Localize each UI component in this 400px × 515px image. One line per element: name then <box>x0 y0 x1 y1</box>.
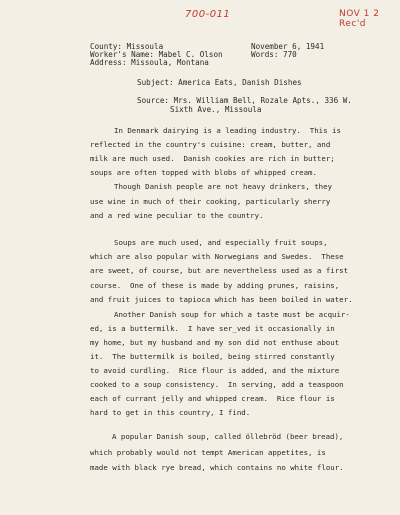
body-line: which are also popular with Norwegians and Swedes. These <box>90 252 344 261</box>
body-line: use wine in much of their cooking, particularly sherry <box>90 197 331 206</box>
body-line: Another Danish soup for which a taste must be acquir- <box>114 310 350 319</box>
body-line: which probably would not tempt American appetites, is <box>90 448 326 457</box>
body-line: reflected in the country's cuisine: cream, butter, and <box>90 140 331 149</box>
body-line: course. One of these is made by adding prunes, raisins, <box>90 281 340 290</box>
body-line: In Denmark dairying is a leading industry. This is <box>114 126 341 135</box>
body-line: my home, but my husband and my son did not enthuse about <box>90 338 340 347</box>
body-line: and a red wine peculiar to the country. <box>90 211 264 220</box>
source-line-1: Source: Mrs. William Bell, Rozale Apts., 336 W. <box>137 96 352 105</box>
source-line-2: Sixth Ave., Missoula <box>170 105 262 114</box>
file-code-stamp: 700-011 <box>185 9 231 20</box>
word-count-line: Words: 770 <box>251 50 297 59</box>
body-line: soups are often topped with blobs of whipped cream. <box>90 168 317 177</box>
body-line: cooked to a soup consistency. In serving, add a teaspoon <box>90 380 344 389</box>
body-line: A popular Danish soup, called öllebröd (beer bread), <box>112 432 344 441</box>
body-line: each of currant jelly and whipped cream. Rice flour is <box>90 394 335 403</box>
body-line: Though Danish people are not heavy drinkers, they <box>114 182 333 191</box>
subject-line: Subject: America Eats, Danish Dishes <box>137 78 302 87</box>
county-line: County: Missoula <box>90 42 164 51</box>
worker-name-line: Worker's Name: Mabel C. Olson <box>90 50 223 59</box>
body-line: to avoid curdling. Rice flour is added, and the mixture <box>90 366 340 375</box>
body-line: milk are much used. Danish cookies are rich in butter; <box>90 154 335 163</box>
body-line: it. The buttermilk is boiled, being stirred constantly <box>90 352 335 361</box>
body-line: hard to get in this country, I find. <box>90 408 251 417</box>
body-line: are sweet, of course, but are nevertheless used as a first <box>90 266 349 275</box>
received-date-stamp: NOV 1 2 Rec'd <box>339 9 380 29</box>
body-line: Soups are much used, and especially fruit soups, <box>114 238 328 247</box>
body-line: made with black rye bread, which contains no white flour. <box>90 463 344 472</box>
address-line: Address: Missoula, Montana <box>90 58 209 67</box>
body-line: and fruit juices to tapioca which has been boiled in water. <box>90 295 353 304</box>
body-line: ed, is a buttermilk. I have ser_ved it occasionally in <box>90 324 335 333</box>
date-line: November 6, 1941 <box>251 42 325 51</box>
